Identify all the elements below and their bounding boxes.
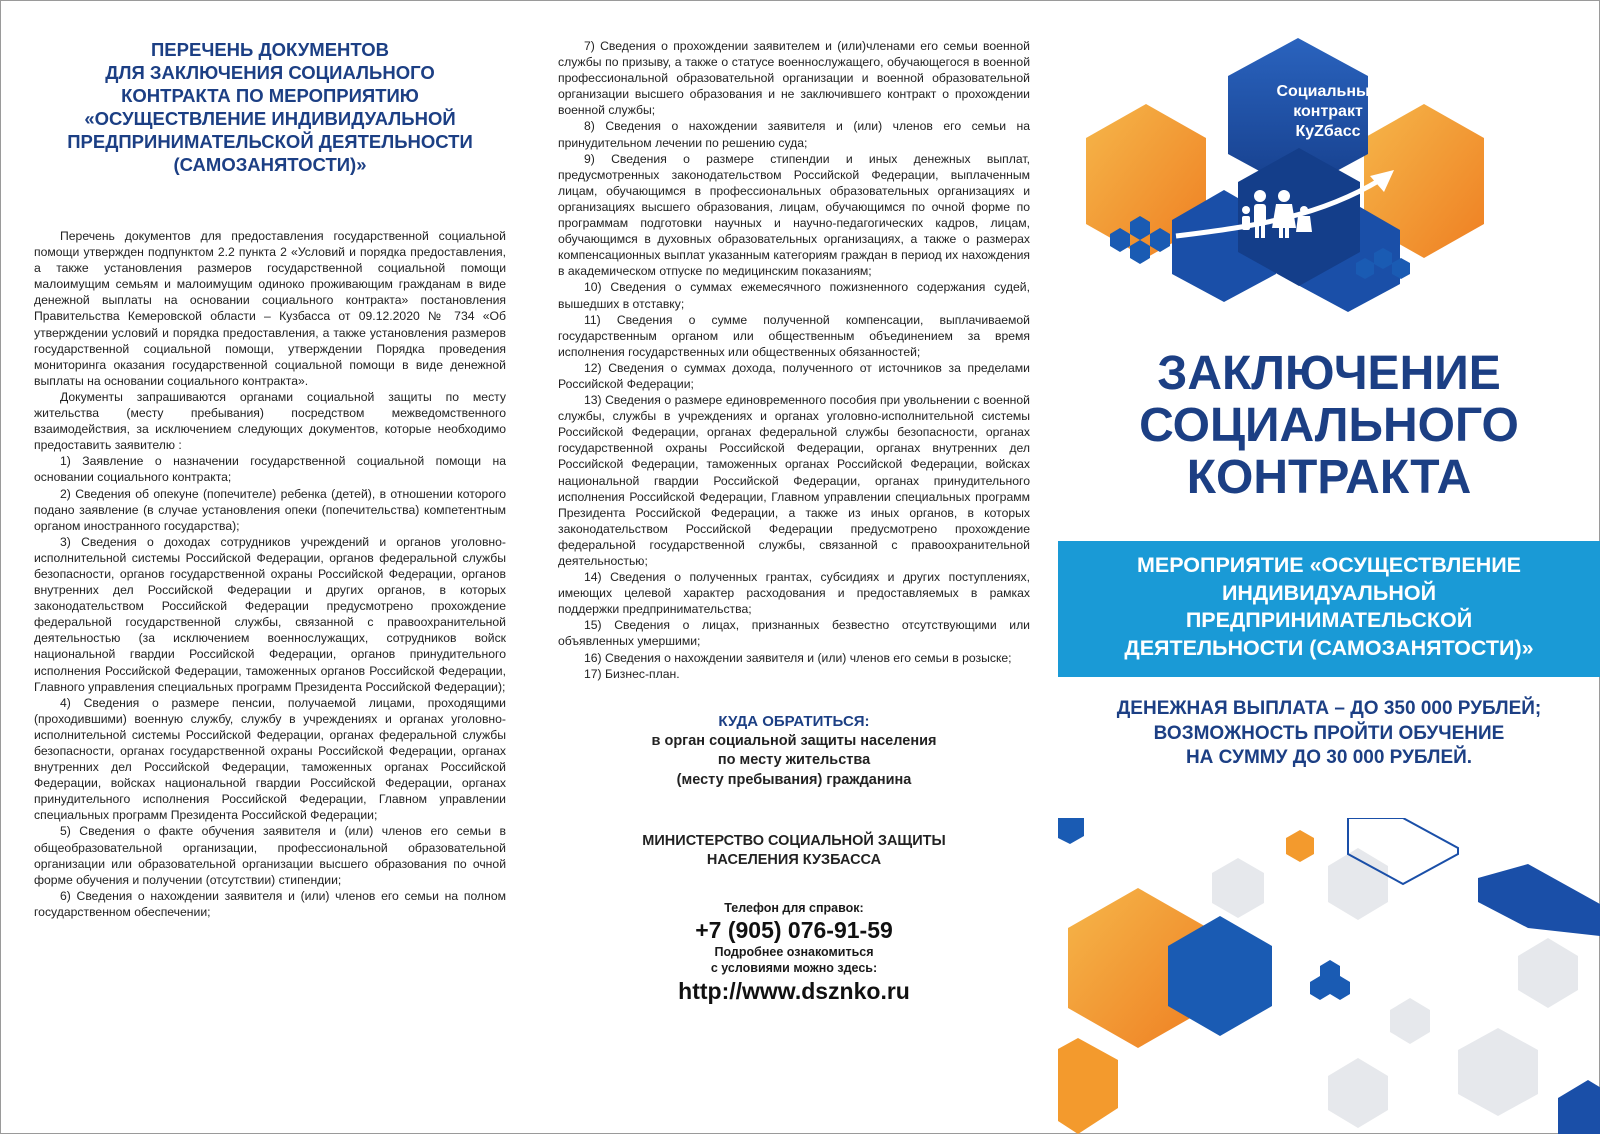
list-item: 12) Сведения о суммах дохода, полученного от источников за пределами Российской Федерации; <box>558 360 1030 391</box>
right-column <box>1058 0 1600 1134</box>
list-item: 9) Сведения о размере стипендии и иных денежных выплат, предусмотренных законодательством Российской Федерации, выплаченным лицам, обучающимся в профессиональных образовательных организациях и организациях высшего образования, лицам, обучающимся по очной форме по программам подготовки научных и научно-педагогических кадров, лицам, обучающимся в духовных образовательных организациях, а также о размерах компенсационных выплат указанным категориям граждан в период их нахождения в академическом отпуске по медицинским показаниям; <box>558 151 1030 279</box>
where-to-apply-line: (месту пребывания) гражданина <box>676 771 912 788</box>
list-item: 4) Сведения о размере пенсии, получаемой лицами, проходящими (проходившими) военную службу, службу в учреждениях и органах уголовно-исполнительной системы Российской Федерации, органах федеральной службы безопасности, органах государственной охраны Российской Федерации, органах внутренних дел Российской Федерации, таможенных органах Российской Федерации, войсках национальной гвардии Российской Федерации, органах принудительного исполнения Российской Федерации, Главном управлении специальных программ Президента Российской Федерации; <box>34 695 506 823</box>
logo-label: Социальный контракт КуZбасс <box>1276 83 1380 140</box>
ministry-name: МИНИСТЕРСТВО СОЦИАЛЬНОЙ ЗАЩИТЫ НАСЕЛЕНИЯ КУЗБАССА <box>642 833 946 869</box>
phone-number[interactable]: +7 (905) 076-91-59 <box>695 917 893 944</box>
more-info-line: Подробнее ознакомиться <box>714 945 874 960</box>
where-to-apply-heading: КУДА ОБРАТИТЬСЯ: <box>718 712 870 730</box>
blue-hexagon-bottom-right <box>1558 1080 1600 1134</box>
contacts-block <box>558 712 1030 1007</box>
list-item: 2) Сведения об опекуне (попечителе) ребенка (детей), в отношении которого подано заявление (в случае установления опеки (попечительства) компетентным органом иностранного государства); <box>34 486 506 533</box>
payment-info: ДЕНЕЖНАЯ ВЫПЛАТА – ДО 350 000 РУБЛЕЙ; ВОЗМОЖНОСТЬ ПРОЙТИ ОБУЧЕНИЕ НА СУММУ ДО 30 000 РУБЛЕЙ. <box>1116 698 1542 768</box>
brochure-main-title: ЗАКЛЮЧЕНИЕ СОЦИАЛЬНОГО КОНТРАКТА <box>1139 347 1519 504</box>
orange-hexagon-small <box>1286 830 1314 862</box>
list-item: 5) Сведения о факте обучения заявителя и (или) членов его семьи в общеобразовательной организации, профессиональной образовательной организации или образовательной организации высшего образования по очной форме обучения и получении (отсутствии) стипендии; <box>34 824 506 887</box>
more-info-line: с условиями можно здесь: <box>710 961 878 976</box>
list-item: 3) Сведения о доходах сотрудников учреждений и органов уголовно-исполнительной системы Российской Федерации, органов федеральной службы безопасности, органов государственной охраны Российской Федерации, органов внутренних дел Российской Федерации и других органов, в которых законодательством Российской Федерации предусмотрено прохождение федеральной государственной службы, связанной с правоохранительной деятельностью (за исключением военнослужащих, сотрудников войск национальной гвардии Российской Федерации, органов принудительного исполнения Российской Федерации, таможенных органов Российской Федерации, Главного управления специальных программ Президента Российской Федерации); <box>34 534 506 694</box>
blue-hexagon-corner <box>1058 818 1084 844</box>
phone-label: Телефон для справок: <box>724 901 864 916</box>
blue-hexagon-right <box>1478 864 1600 936</box>
list-item: 11) Сведения о сумме полученной компенсации, выплачиваемой государственным органом или общественным объединением за время исполнения государственных или общественных обязанностей; <box>558 312 1030 359</box>
list-item: 15) Сведения о лицах, признанных безвестно отсутствующими или объявленных умершими; <box>558 618 1030 649</box>
middle-body-text <box>558 38 1030 682</box>
left-column <box>34 38 506 920</box>
where-to-apply-line: в орган социальной защиты населения <box>651 732 937 749</box>
document-list-title: ПЕРЕЧЕНЬ ДОКУМЕНТОВ ДЛЯ ЗАКЛЮЧЕНИЯ СОЦИАЛЬНОГО КОНТРАКТА ПО МЕРОПРИЯТИЮ «ОСУЩЕСТВЛЕНИЕ ИНДИВИДУАЛЬНОЙ ПРЕДПРИНИМАТЕЛЬСКОЙ ДЕЯТЕЛЬНОСТИ (САМОЗАНЯТОСТИ)» <box>67 39 473 175</box>
requests-paragraph: Документы запрашиваются органами социальной защиты по месту жительства (месту пребывания) посредством межведомственного взаимодействия, за исключением следующих документов, которые необходимо предоставить заявителю : <box>34 389 506 453</box>
intro-paragraph: Перечень документов для предоставления государственной социальной помощи утвержден подпунктом 2.2 пункта 2 «Условий и порядка предоставления, а также установления размеров государственной социальной помощи малоимущим семьям и малоимущим одиноко проживающим гражданам в виде денежной выплаты на основании социального контракта» постановления Правительства Кемеровской области – Кузбасса от 09.12.2020 № 734 «Об утверждении условий и порядка предоставления, а также установления размеров государственной социальной помощи, утверждении Порядка проведения мониторинга оказания государственной социальной помощи в виде денежной выплаты на основании социального контракта». <box>34 229 506 388</box>
list-item: 8) Сведения о нахождении заявителя и (или) членов его семьи на принудительном лечении по решению суда; <box>558 119 1030 150</box>
logo-hexagon-graphic <box>1058 30 1600 330</box>
list-item: 16) Сведения о нахождении заявителя и (или) членов его семьи в розыске; <box>584 650 1012 665</box>
website-link[interactable]: http://www.dsznko.ru <box>678 978 910 1005</box>
list-item: 13) Сведения о размере единовременного пособия при увольнении с военной службы, службы в учреждениях и органах уголовно-исполнительной системы Российской Федерации, органах федеральной службы безопасности, органах государственной охраны Российской Федерации, органах внутренних дел Российской Федерации, таможенных органах Российской Федерации, войсках национальной гвардии Российской Федерации, органах принудительного исполнения Российской Федерации, Главном управлении специальных программ Президента Российской Федерации, а также из иных органов, в которых законодательством Российской Федерации предусмотрено прохождение федеральной государственной службы, связанной с правоохранительной деятельностью; <box>558 393 1030 568</box>
event-banner: МЕРОПРИЯТИЕ «ОСУЩЕСТВЛЕНИЕ ИНДИВИДУАЛЬНОЙ ПРЕДПРИНИМАТЕЛЬСКОЙ ДЕЯТЕЛЬНОСТИ (САМОЗАНЯТОСТИ)» <box>1058 541 1600 677</box>
list-item: 6) Сведения о нахождении заявителя и (или) членов его семьи на полном государственном обеспечении; <box>34 888 506 919</box>
list-item: 14) Сведения о полученных грантах, субсидиях и других поступлениях, имеющих целевой характер расходования и предоставляемых в рамках поддержки предпринимательства; <box>558 570 1030 617</box>
list-item: 7) Сведения о прохождении заявителем и (или)членами его семьи военной службы по призыву, а также о статусе военнослужащего, обучающегося в военной профессиональной образовательной организации и военной образовательной организации высшего образования и не заключившего контракт о прохождении военной службы; <box>558 39 1030 118</box>
orange-hexagon-bottom <box>1058 1038 1118 1134</box>
middle-column <box>558 38 1030 1006</box>
where-to-apply-line: по месту жительства <box>717 752 871 769</box>
list-item: 10) Сведения о суммах ежемесячного пожизненного содержания судей, вышедших в отставку; <box>558 280 1030 311</box>
list-item: 1) Заявление о назначении государственной социальной помощи на основании социального контракта; <box>34 454 506 485</box>
left-body-text <box>34 228 506 920</box>
list-item: 17) Бизнес-план. <box>584 666 680 681</box>
decorative-hexagon-pattern <box>1058 818 1600 1134</box>
